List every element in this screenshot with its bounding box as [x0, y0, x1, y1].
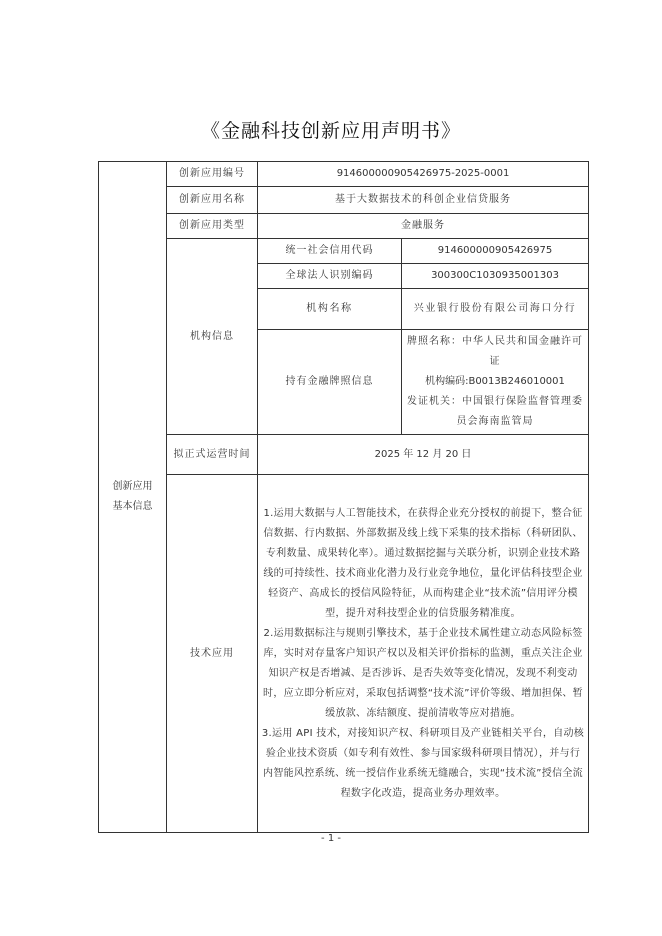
code-value: 914600000905426975-2025-0001 — [258, 162, 589, 187]
launch-value: 2025 年 12 月 20 日 — [258, 435, 589, 475]
code-label: 创新应用编号 — [167, 162, 258, 187]
lei-value: 300300C1030935001303 — [402, 264, 589, 289]
license-info — [402, 330, 589, 435]
tech-label: 技术应用 — [167, 475, 258, 833]
launch-label-cell — [167, 435, 258, 475]
tech-paragraph: 1.运用大数据与人工智能技术，在获得企业充分授权的前提下，整合征信数据、行内数据、外部数据及线上线下采集的技术指标（科研团队、专利数量、成果转化率）。通过数据挖掘与关联分析，识别企业技术路线的可持续性、技术商业化潜力及行业竞争地位，量化评估科技型企业轻资产、高成长的授信风险特征，从而构建企业“技术流”信用评分模型，提升对科技型企业的信贷服务精准度。 — [263, 507, 583, 619]
license-name-line: 牌照名称：中华人民共和国金融许可证 — [407, 336, 583, 367]
license-issuer-line: 发证机关：中国银行保险监督管理委员会海南监管局 — [407, 396, 583, 427]
section-label: 创新应用基本信息 — [112, 481, 153, 512]
tech-content — [258, 475, 589, 833]
institution-label: 机构信息 — [167, 239, 258, 435]
type-value: 金融服务 — [258, 214, 589, 239]
tech-paragraph: 2.运用数据标注与规则引擎技术，基于企业技术属性建立动态风险标签库，实时对存量客户知识产权以及相关评价指标的监测，重点关注企业知识产权是否增减、是否涉诉、是否失效等变化情况，发现不利变动时，应立即分析应对，采取包括调整“技术流”评价等级、增加担保、暂缓放款、冻结额度、提前清收等应对措施。 — [263, 627, 583, 719]
institution-name-value: 兴业银行股份有限公司海口分行 — [402, 289, 589, 330]
name-value: 基于大数据技术的科创企业信贷服务 — [258, 187, 589, 214]
credit-code-label: 统一社会信用代码 — [258, 239, 402, 264]
institution-name-label: 机构名称 — [258, 289, 402, 330]
credit-code-value: 914600000905426975 — [402, 239, 589, 264]
launch-label: 拟正式运营时间 — [173, 448, 251, 460]
section-label-cell — [99, 162, 167, 833]
document-title: 《金融科技创新应用声明书》 — [200, 120, 461, 142]
name-label: 创新应用名称 — [167, 187, 258, 214]
page-number: - 1 - — [321, 833, 341, 844]
lei-label: 全球法人识别编码 — [258, 264, 402, 289]
license-label: 持有金融牌照信息 — [258, 330, 402, 435]
declaration-table — [98, 161, 589, 833]
type-label: 创新应用类型 — [167, 214, 258, 239]
tech-paragraph: 3.运用 API 技术，对接知识产权、科研项目及产业链相关平台，自动核验企业技术资质（如专利有效性、参与国家级科研项目情况），并与行内智能风控系统、统一授信作业系统无缝融合，实现“技术流”授信全流程数字化改造，提高业务办理效率。 — [261, 727, 585, 799]
license-org-code-line: 机构编码:B0013B246010001 — [425, 376, 565, 387]
